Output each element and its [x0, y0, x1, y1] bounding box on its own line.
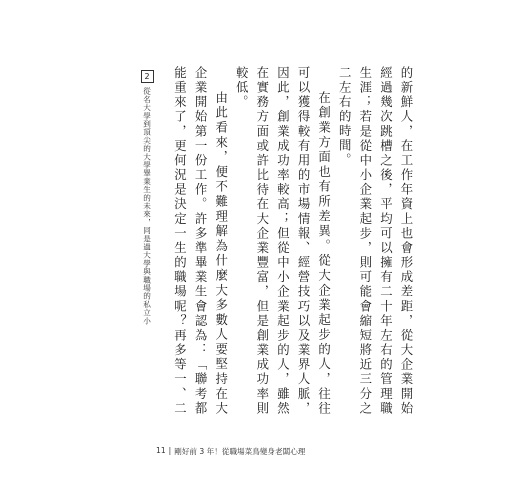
chapter-number: 2: [141, 70, 154, 83]
footer-divider: |: [168, 446, 172, 455]
page-footer: [156, 446, 305, 457]
paragraph: 在創業方面也有所差異。從大企業起步的人，往往可以獲得較有用的市場情報、經營技巧以及業界人脈，因此，創業成功率較高；但從中小企業起步的人，雖然在實務方面或許比待在大企業豐富，但是創業成功率則較低。: [234, 66, 332, 416]
running-title: 剛好前 3 年！從職場菜鳥變身老闆心理: [174, 447, 306, 456]
chapter-side-tag: [137, 70, 157, 325]
paragraph: 的新鮮人，在工作年資上也會形成差距，從大企業開始經過幾次跳槽之後，平均可以擁有二十年左右的管理職生涯；若是從中小企業起步，則可能會縮短將近三分之二左右的時間。: [337, 66, 414, 416]
body-text: [168, 66, 416, 416]
chapter-title: 從名大學到頂尖的大學畢業生的未來，同是過大學與職場的私立小: [142, 87, 152, 325]
paragraph: 由此看來，便不難理解為什麼大多數人要堅持在大企業開始第一份工作。許多準畢業生會認為：「聯考都能重來了，更何況是決定一生的職場呢？再多等一、二: [172, 66, 229, 416]
page-number: 11: [156, 446, 166, 455]
